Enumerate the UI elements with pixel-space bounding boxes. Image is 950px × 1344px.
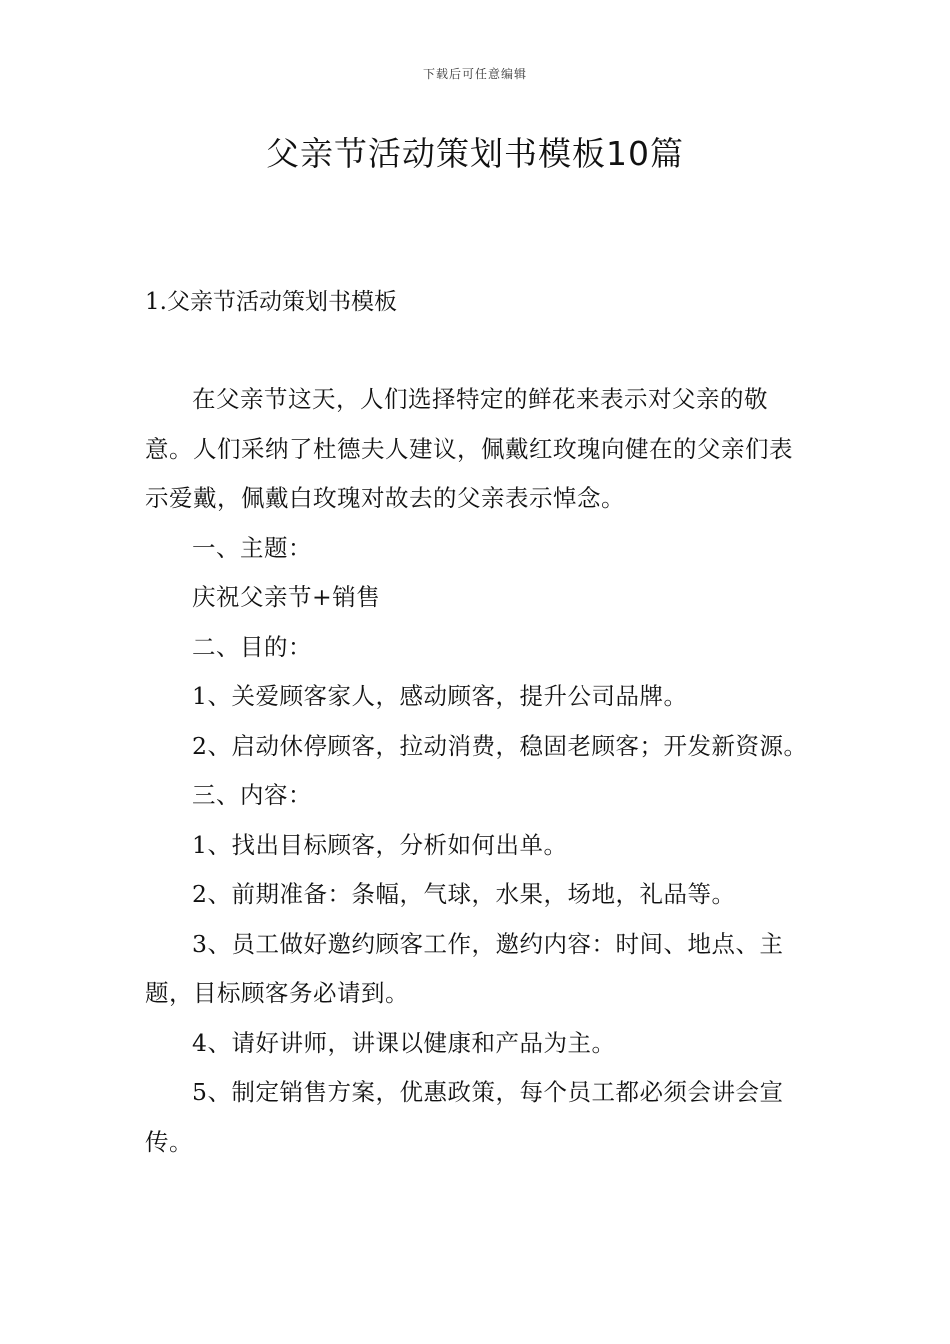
purpose-item-2: 2、启动休停顾客，拉动消费，稳固老顾客；开发新资源。 [192,731,808,760]
content-item-2: 2、前期准备：条幅，气球，水果，场地，礼品等。 [192,880,736,908]
content-item-3: 3、员工做好邀约顾客工作，邀约内容：时间、地点、主题，目标顾客务必请到。 [145,929,784,1007]
section-heading: 1.父亲节活动策划书模板 [145,289,397,315]
purpose-item-1: 1、关爱顾客家人，感动顾客，提升公司品牌。 [192,682,688,710]
content-item-5: 5、制定销售方案，优惠政策，每个员工都必须会讲会宣传。 [145,1078,784,1156]
body-text [145,375,810,1167]
content-item-1: 1、找出目标顾客，分析如何出单。 [192,830,568,859]
theme-heading: 一、主题： [192,533,312,562]
theme-text: 庆祝父亲节+销售 [192,583,381,611]
document-title: 父亲节活动策划书模板10篇 [266,134,684,173]
purpose-heading: 二、目的： [192,632,312,661]
content-heading: 三、内容： [192,781,312,809]
intro-paragraph: 在父亲节这天，人们选择特定的鲜花来表示对父亲的敬意。人们采纳了杜德夫人建议，佩戴红玫瑰向健在的父亲们表示爱戴，佩戴白玫瑰对故去的父亲表示悼念。 [145,385,793,512]
content-item-4: 4、请好讲师，讲课以健康和产品为主。 [192,1028,616,1057]
header-note: 下载后可任意编辑 [422,67,527,81]
